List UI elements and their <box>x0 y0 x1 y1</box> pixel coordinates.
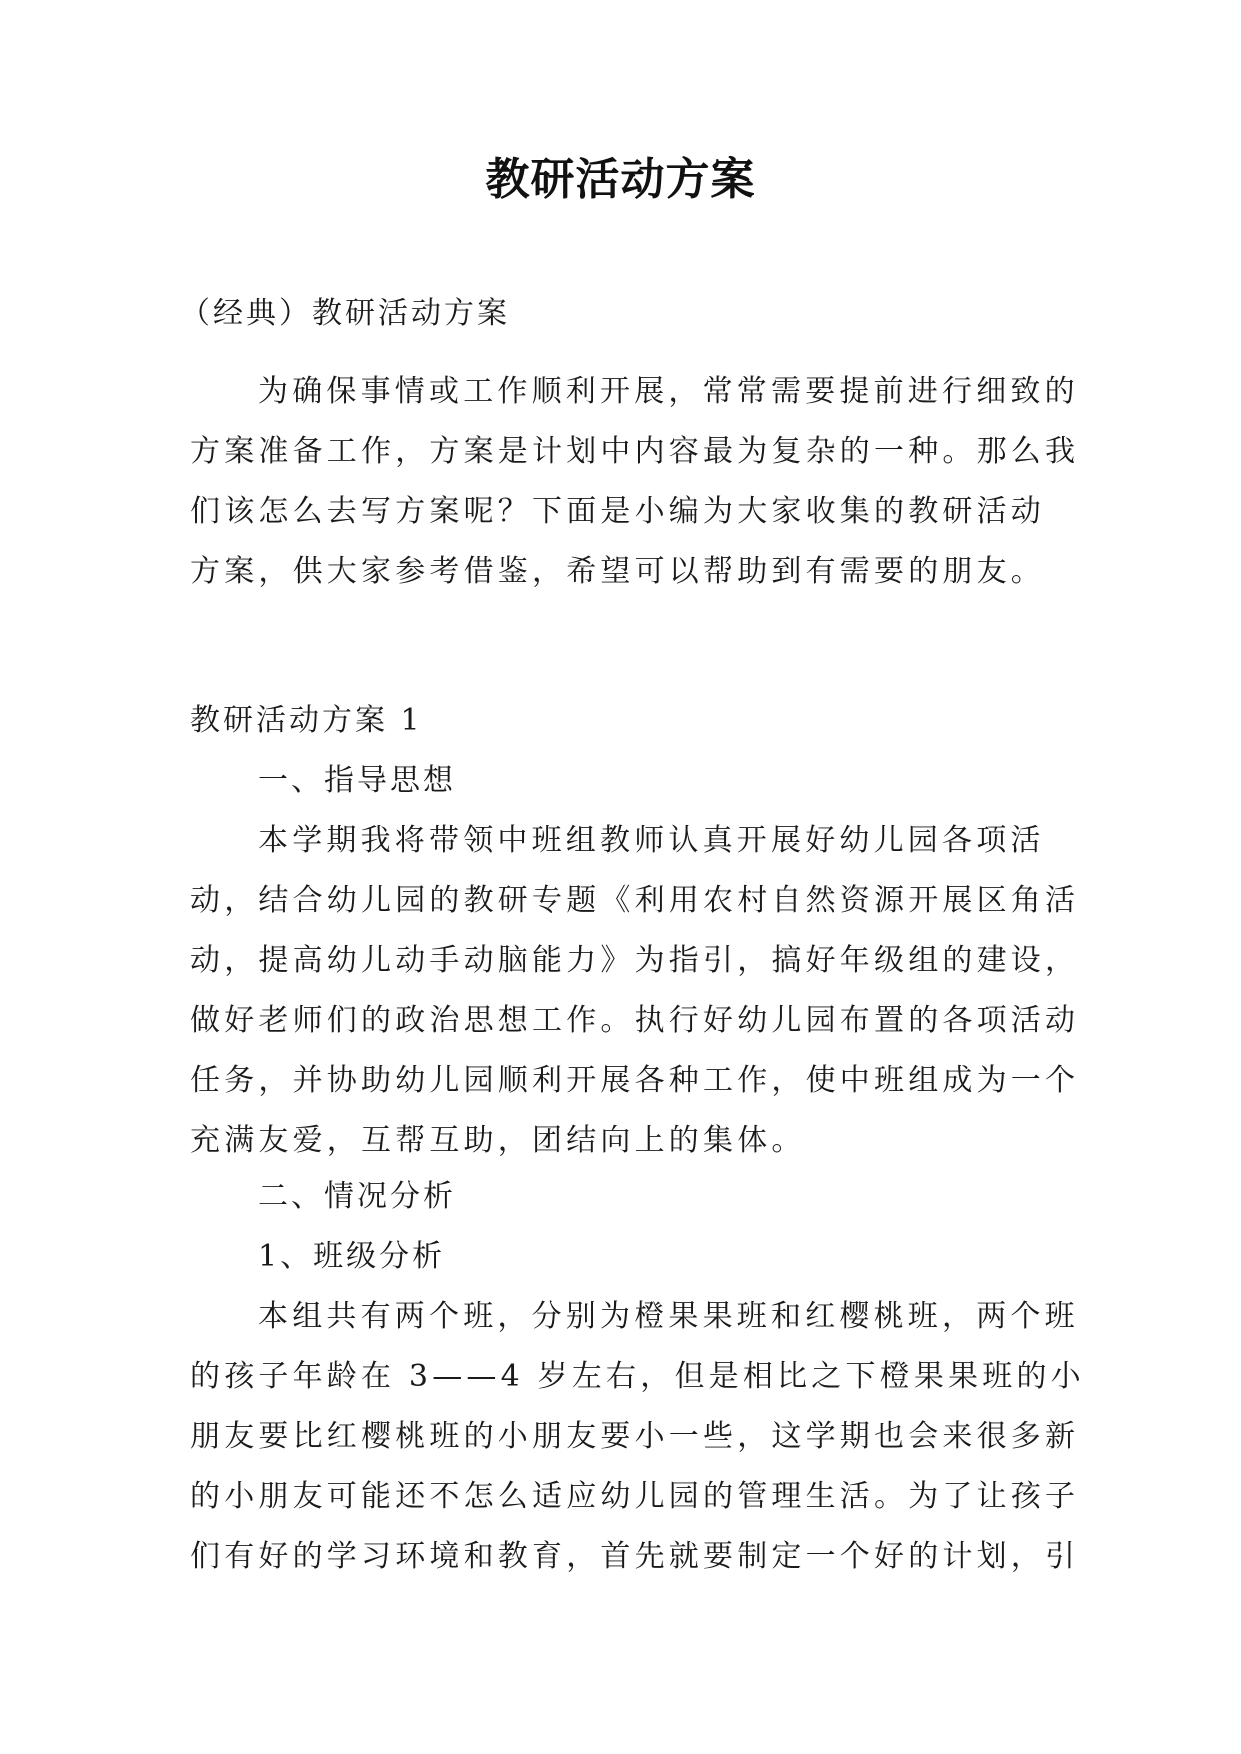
paragraph-line: 动，提高幼儿动手动脑能力》为指引，搞好年级组的建设， <box>190 943 1080 978</box>
paragraph-line: 任务，并协助幼儿园顺利开展各种工作，使中班组成为一个 <box>190 1063 1080 1098</box>
intro-line: 们该怎么去写方案呢？下面是小编为大家收集的教研活动 <box>190 494 1045 529</box>
paragraph-line: 朋友要比红樱桃班的小朋友要小一些，这学期也会来很多新 <box>190 1419 1080 1454</box>
heading-guiding-thought: 一、指导思想 <box>258 763 456 798</box>
paragraph-line: 的小朋友可能还不怎么适应幼儿园的管理生活。为了让孩子 <box>190 1479 1080 1514</box>
paragraph-line: 本学期我将带领中班组教师认真开展好幼儿园各项活 <box>258 823 1045 858</box>
section-title: 教研活动方案 1 <box>190 703 423 738</box>
paragraph-line: 动，结合幼儿园的教研专题《利用农村自然资源开展区角活 <box>190 883 1080 918</box>
guiding-thought-paragraph <box>190 811 1080 1171</box>
intro-paragraph <box>190 362 1080 602</box>
document-title: 教研活动方案 <box>485 154 756 205</box>
intro-line: 为确保事情或工作顺利开展，常常需要提前进行细致的 <box>258 374 1079 409</box>
paragraph-line: 做好老师们的政治思想工作。执行好幼儿园布置的各项活动 <box>190 1003 1080 1038</box>
paragraph-line: 们有好的学习环境和教育，首先就要制定一个好的计划，引 <box>190 1539 1080 1574</box>
class-analysis-paragraph <box>190 1287 1085 1587</box>
document-subtitle: （经典）教研活动方案 <box>180 296 510 331</box>
intro-line: 方案，供大家参考借鉴，希望可以帮助到有需要的朋友。 <box>190 554 1045 589</box>
heading-class-analysis: 1、班级分析 <box>258 1239 446 1274</box>
paragraph-line: 本组共有两个班，分别为橙果果班和红樱桃班，两个班 <box>258 1299 1079 1334</box>
heading-situation-analysis: 二、情况分析 <box>258 1179 456 1214</box>
paragraph-line: 的孩子年龄在 3——4 岁左右，但是相比之下橙果果班的小 <box>190 1359 1085 1394</box>
intro-line: 方案准备工作，方案是计划中内容最为复杂的一种。那么我 <box>190 434 1080 469</box>
paragraph-line: 充满友爱，互帮互助，团结向上的集体。 <box>190 1123 806 1158</box>
